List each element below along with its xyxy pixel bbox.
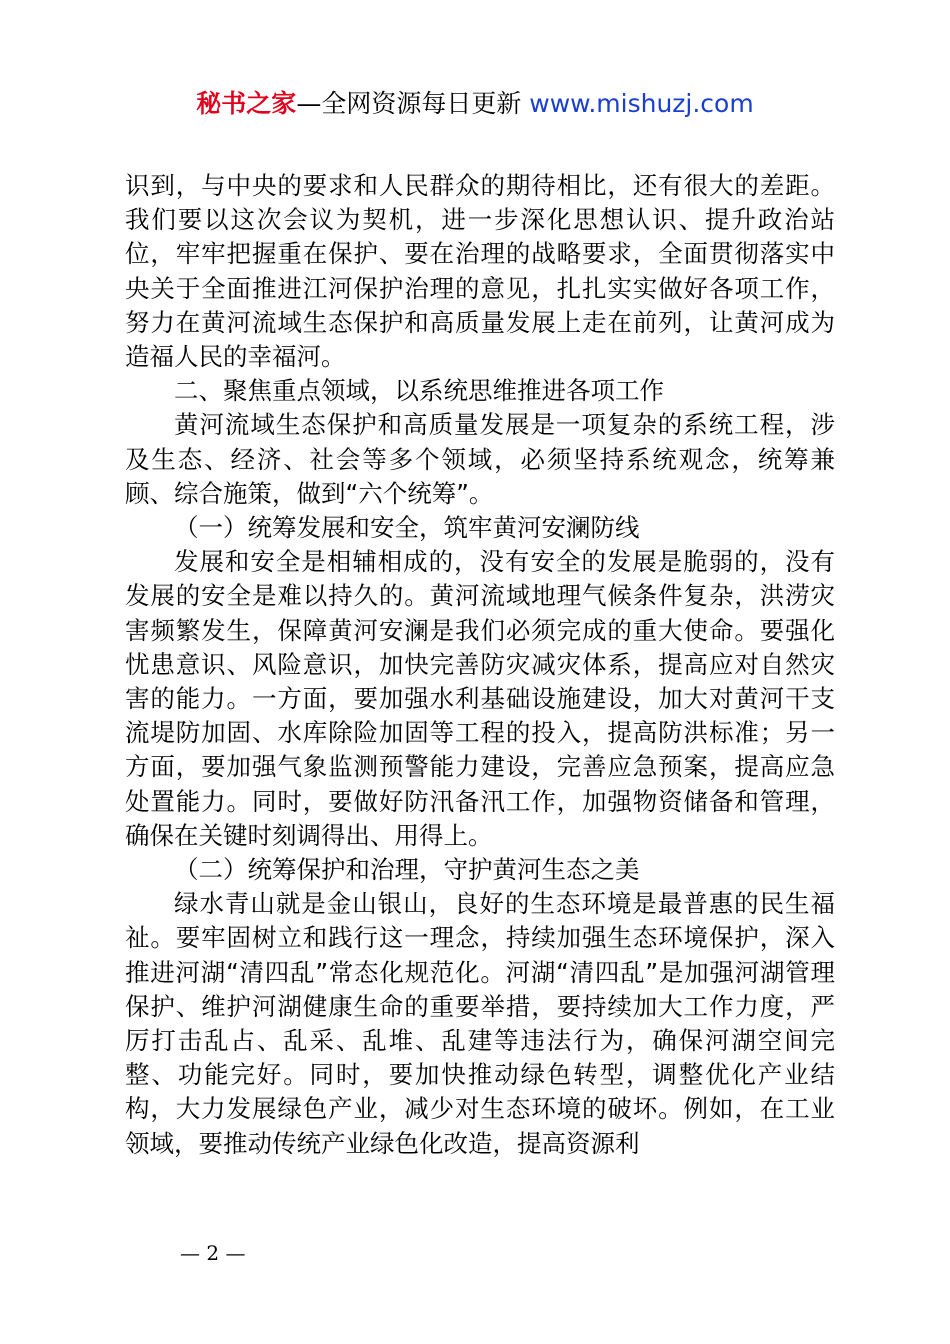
site-url-link[interactable]: www.mishuzj.com xyxy=(529,89,754,118)
subsection-heading: （一）统筹发展和安全，筑牢黄河安澜防线 xyxy=(174,513,640,543)
section-heading: 二、聚焦重点领域，以系统思维推进各项工作 xyxy=(174,376,664,406)
brand-name: 秘书之家 xyxy=(196,89,297,118)
site-header xyxy=(0,86,950,122)
page-number: — 2 — xyxy=(180,1241,246,1265)
paragraph: 发展和安全是相辅相成的，没有安全的发展是脆弱的，没有发展的安全是难以持久的。黄河流域地理气候条件复杂，洪涝灾害频繁发生，保障黄河安澜是我们必须完成的重大使命。要强化忧患意识、风险意识，加快完善防灾减灾体系，提高应对自然灾害的能力。一方面，要加强水利基础设施建设，加大对黄河干支流堤防加固、水库除险加固等工程的投入，提高防洪标准；另一方面，要加强气象监测预警能力建设，完善应急预案，提高应急处置能力。同时，要做好防汛备汛工作，加强物资储备和管理，确保在关键时刻调得出、用得上。 xyxy=(125,547,835,850)
document-body xyxy=(125,169,835,1161)
subsection-heading: （二）统筹保护和治理，守护黄河生态之美 xyxy=(174,855,640,885)
paragraph: 黄河流域生态保护和高质量发展是一项复杂的系统工程，涉及生态、经济、社会等多个领域，必须坚持系统观念，统筹兼顾、综合施策，做到“六个统筹”。 xyxy=(125,410,835,508)
paragraph: 绿水青山就是金山银山，良好的生态环境是最普惠的民生福祉。要牢固树立和践行这一理念，持续加强生态环境保护，深入推进河湖“清四乱”常态化规范化。河湖“清四乱”是加强河湖管理保护、维护河湖健康生命的重要举措，要持续加大工作力度，严厉打击乱占、乱采、乱堆、乱建等违法行为，确保河湖空间完整、功能完好。同时，要加快推动绿色转型，调整优化产业结构，大力发展绿色产业，减少对生态环境的破坏。例如，在工业领域，要推动传统产业绿色化改造，提高资源利 xyxy=(125,889,835,1158)
paragraph-continuation: 识到，与中央的要求和人民群众的期待相比，还有很大的差距。我们要以这次会议为契机，进一步深化思想认识、提升政治站位，牢牢把握重在保护、要在治理的战略要求，全面贯彻落实中央关于全面推进江河保护治理的意见，扎扎实实做好各项工作，努力在黄河流域生态保护和高质量发展上走在前列，让黄河成为造福人民的幸福河。 xyxy=(125,171,835,372)
header-slogan: —全网资源每日更新 xyxy=(296,89,522,118)
